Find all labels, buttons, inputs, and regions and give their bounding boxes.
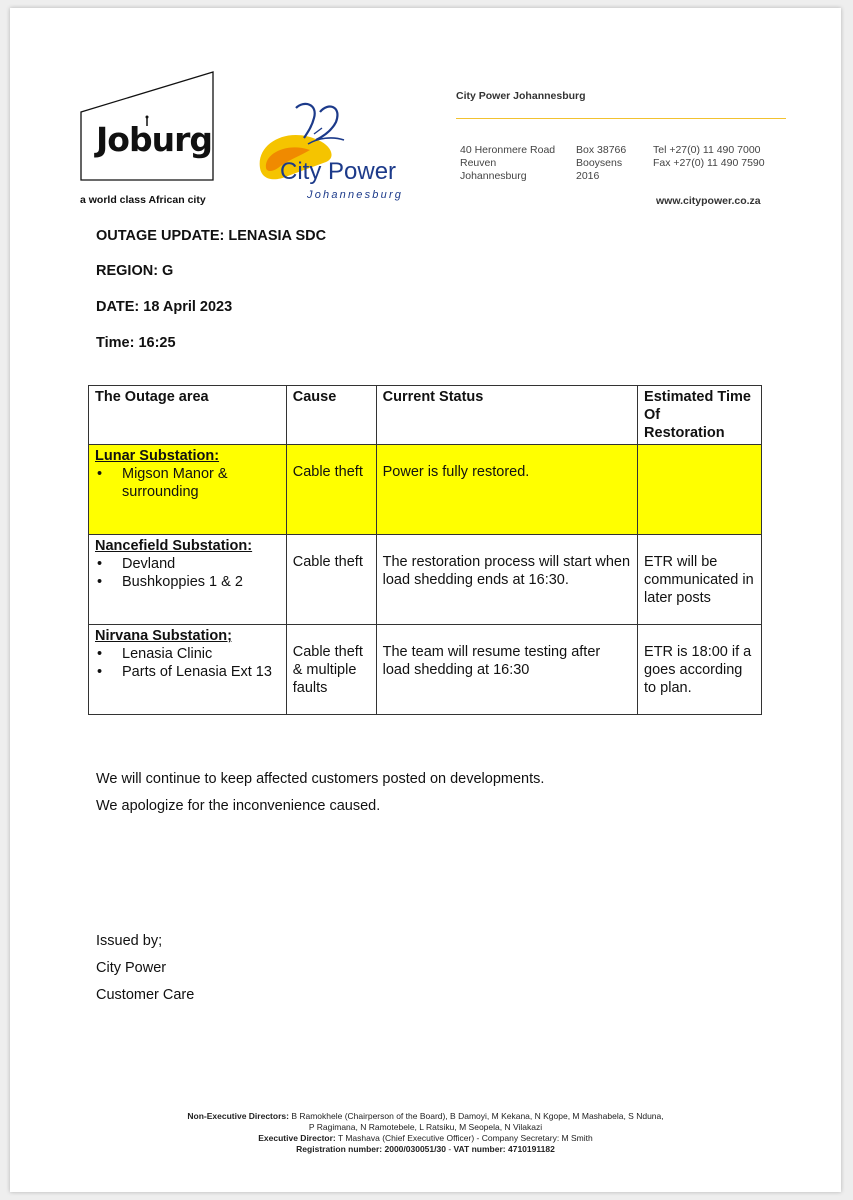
fax-number: Fax +27(0) 11 490 7590 (653, 157, 765, 169)
address-line: Johannesburg (460, 170, 527, 182)
address-line: 40 Heronmere Road (460, 144, 556, 156)
issued-by-label: Issued by; (96, 933, 163, 949)
postal-line: 2016 (576, 170, 600, 182)
document-page (10, 8, 841, 1192)
header-current-status: Current Status (376, 386, 637, 445)
joburg-logo (80, 70, 214, 182)
cause-cell: Cable theft (286, 445, 376, 535)
postal-line: Box 38766 (576, 144, 627, 156)
etr-cell (638, 445, 762, 535)
footer-line: P Ragimana, N Ramotebele, L Ratsiku, M Seopela, N Vilakazi (308, 1122, 543, 1132)
footer-line: Registration number: 2000/030051/30 - VAT number: 4710191182 (296, 1144, 555, 1154)
header-etr-line: Restoration (644, 425, 725, 441)
area-item: • Devland (95, 555, 280, 573)
header-etr (638, 386, 762, 445)
region-label: REGION: G (96, 263, 174, 279)
status-cell: Power is fully restored. (376, 445, 637, 535)
time-label: Time: 16:25 (96, 335, 176, 351)
footer-value: T Mashava (Chief Executive Officer) - Company Secretary: M Smith (337, 1133, 593, 1143)
footer-directors (10, 1111, 841, 1155)
header-etr-line: Estimated Time (644, 389, 751, 405)
header-divider (456, 118, 786, 119)
status-cell: The team will resume testing after load shedding at 16:30 (376, 625, 637, 715)
area-item: • Bushkoppies 1 & 2 (95, 573, 280, 591)
closing-line: We will continue to keep affected customers posted on developments. (96, 771, 545, 787)
header-outage-area: The Outage area (89, 386, 287, 445)
area-item: • Parts of Lenasia Ext 13 (95, 663, 280, 681)
table-row (89, 445, 762, 535)
status-cell: The restoration process will start when load shedding ends at 16:30. (376, 535, 637, 625)
joburg-tagline: a world class African city (80, 194, 206, 206)
footer-line (10, 1133, 841, 1144)
city-power-subtitle: Johannesburg (307, 189, 404, 201)
joburg-wordmark: Joburg (96, 120, 212, 159)
etr-cell: ETR will be communicated in later posts (638, 535, 762, 625)
substation-name: Lunar Substation: (95, 448, 220, 464)
postal-block (576, 144, 626, 183)
footer-value: 2000/030051/30 (384, 1144, 446, 1154)
contact-block (653, 144, 765, 170)
website-link[interactable]: www.citypower.co.za (656, 195, 761, 207)
area-item: • Migson Manor & surrounding (95, 465, 280, 501)
area-cell (89, 445, 287, 535)
cause-cell: Cable theft & multiple faults (286, 625, 376, 715)
outage-table (88, 385, 762, 715)
footer-line (10, 1111, 841, 1122)
address-block (460, 144, 555, 183)
etr-cell: ETR is 18:00 if a goes according to plan. (638, 625, 762, 715)
phone-number: Tel +27(0) 11 490 7000 (653, 144, 761, 156)
issuer-org: City Power (96, 960, 167, 976)
table-row (89, 625, 762, 715)
company-name: City Power Johannesburg (456, 90, 586, 102)
table-header-row (89, 386, 762, 445)
closing-line: We apologize for the inconvenience caused. (96, 798, 381, 814)
footer-value: 4710191182 (508, 1144, 555, 1154)
footer-label: VAT number: (453, 1144, 506, 1154)
cause-cell: Cable theft (286, 535, 376, 625)
substation-name: Nirvana Substation; (95, 628, 232, 644)
footer-label: Executive Director: (258, 1133, 336, 1143)
substation-name: Nancefield Substation: (95, 538, 253, 554)
area-cell (89, 535, 287, 625)
footer-label: Non-Executive Directors: (187, 1111, 289, 1121)
address-line: Reuven (460, 157, 497, 169)
table-row (89, 535, 762, 625)
issuer-department: Customer Care (96, 987, 195, 1003)
outage-title: OUTAGE UPDATE: LENASIA SDC (96, 228, 327, 244)
area-item: • Lenasia Clinic (95, 645, 280, 663)
area-cell (89, 625, 287, 715)
date-label: DATE: 18 April 2023 (96, 299, 233, 315)
footer-label: Registration number: (296, 1144, 383, 1154)
header-cause: Cause (286, 386, 376, 445)
city-power-wordmark: City Power (280, 158, 397, 185)
footer-value: B Ramokhele (Chairperson of the Board), B Damoyi, M Kekana, N Kgope, M Mashabela, S Nduna, (291, 1111, 664, 1121)
postal-line: Booysens (576, 157, 623, 169)
header-etr-line: Of (644, 407, 661, 423)
